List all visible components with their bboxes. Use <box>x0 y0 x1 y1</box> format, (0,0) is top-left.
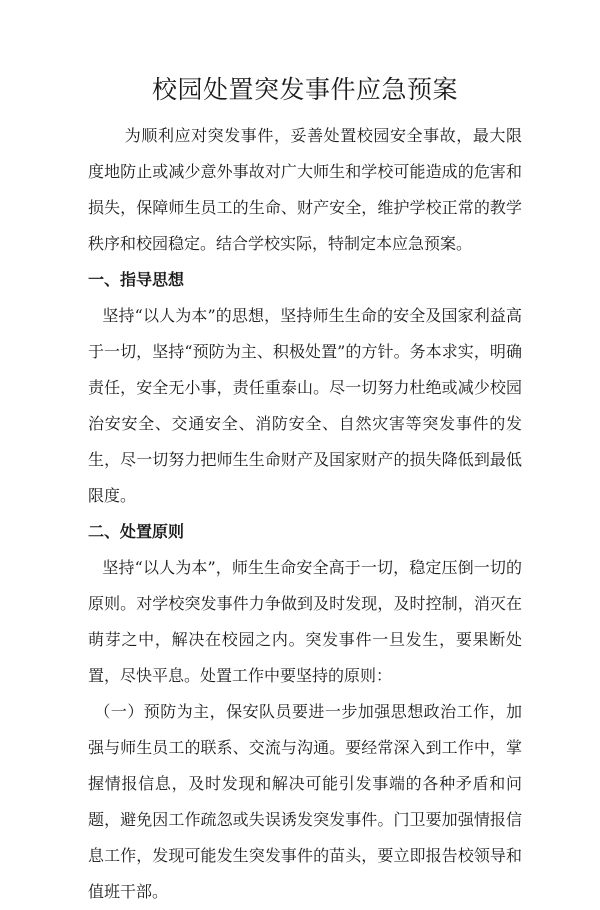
section-heading-handling-principles: 二、处置原则 <box>88 522 185 541</box>
prevention-first-paragraph: （一）预防为主，保安队员要进一步加强思想政治工作，加强与师生员工的联系、交流与沟通。要经常深入到工作中，掌握情报信息，及时发现和解决可能引发事端的各种矛盾和问题，避免因工作疏忽或失误诱发突发事件。门卫要加强情报信息工作，发现可能发生突发事件的苗头，要立即报告校领导和值班干部。 <box>88 702 522 901</box>
section-heading-guiding-ideology: 一、指导思想 <box>88 270 185 289</box>
intro-paragraph: 为顺利应对突发事件，妥善处置校园安全事故，最大限度地防止或减少意外事故对广大师生和学校可能造成的危害和损失，保障师生员工的生命、财产安全，维护学校正常的教学秩序和校园稳定。结合学校实际，特制定本应急预案。 <box>88 126 522 253</box>
document-title: 校园处置突发事件应急预案 <box>151 75 458 104</box>
handling-principles-paragraph: 坚持“以人为本”，师生生命安全高于一切，稳定压倒一切的原则。对学校突发事件力争做到及时发现，及时控制，消灭在萌芽之中，解决在校园之内。突发事件一旦发生，要果断处置，尽快平息。处置工作中要坚持的原则： <box>88 558 522 685</box>
guiding-ideology-paragraph: 坚持“以人为本”的思想，坚持师生生命的安全及国家利益高于一切，坚持“预防为主、积极处置”的方针。务本求实，明确责任，安全无小事，责任重泰山。尽一切努力杜绝或减少校园治安安全、交通安全、消防安全、自然灾害等突发事件的发生，尽一切努力把师生生命财产及国家财产的损失降低到最低限度。 <box>88 306 522 505</box>
